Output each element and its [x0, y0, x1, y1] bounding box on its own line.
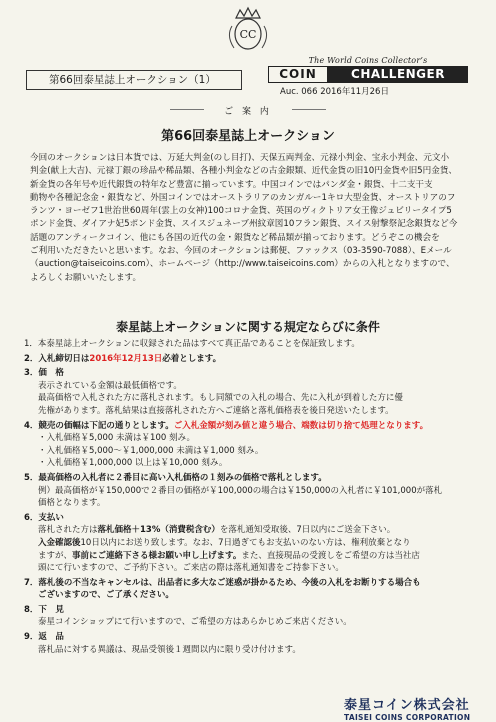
rule-3-line: 先権があります。落札結果は直接落札された方へご連絡と落札価格表を後日発送いたします。: [38, 405, 394, 416]
brand-logo-challenger: CHALLENGER: [328, 66, 468, 83]
intro-text: [30, 152, 470, 285]
rule-1: [24, 338, 476, 351]
corp-name-en: TAISEI COINS CORPORATION: [344, 713, 471, 722]
ornament-right-icon: [292, 109, 326, 110]
bid-increment-line: ・入札価格￥5,000～￥1,000,000 未満は￥1,000 刻み。: [38, 445, 264, 456]
corporate-logo: [344, 694, 474, 722]
intro-line: 判金(献上大吉)、元禄丁銀の珍品や稀品類、各種小判金などの古金銀類、近代金貨の旧10円金貨や旧5円金貨、: [30, 166, 458, 177]
rule-9-line: 落札品に対する異議は、現品受領後１週間以内に限り受け付けます。: [38, 644, 301, 655]
coin-challenger-brand: [268, 56, 468, 97]
rules-title: 泰星誌上オークションに関する規定ならびに条件: [116, 320, 380, 334]
rule-6-text: また、直接現品の受渡しをご希望の方は当社店: [241, 550, 420, 561]
brand-tagline: The World Coins Collector’s: [308, 56, 428, 65]
rule-7-line: 7．落札後の不当なキャンセルは、出品者に多大なご迷惑が掛かるため、今後の入札をお断りする場合も: [24, 577, 421, 588]
intro-line: ランツ・ヨーゼフ1世治世60周年(雲上の女神)100コロナ金貨、英国のヴィクトリア女王像ジュビリータイプ5: [30, 206, 452, 217]
auction-label-box: 第66回泰星誌上オークション（1）: [26, 70, 242, 90]
rules-list: [24, 338, 476, 658]
rule-6-heading: 6．支払い: [24, 512, 64, 523]
intro-line: ポンド金貨、ダイアナ妃5ポンド金貨、スイスジュネーブ州紋章図10フラン銀貨、スイス射撃祭記念銀貨など今: [30, 219, 458, 230]
rule-2-text-b: 必着とします。: [162, 353, 222, 364]
bid-increment-line: ・入札価格￥1,000,000 以上は￥10,000 刻み。: [38, 458, 228, 469]
rule-5-line: 例）最高価格が￥150,000で２番目の価格が￥100,000の場合は￥150,000の入札者に￥101,000が落札: [38, 485, 443, 496]
brand-logo-coin: COIN: [268, 66, 328, 83]
intro-line: 話題のアンティークコイン、他にも各国の近代の金・銀貨など稀品類が揃っております。どうぞこの機会を: [30, 232, 440, 243]
rule-6-text: 10日以内にお送り致します。なお、7日過ぎてもお支払いのない方は、権利放棄となり: [80, 537, 411, 548]
crest-emblem-icon: [222, 6, 274, 54]
intro-line: 新金貨の各年号や近代銀貨の特年など豊富に揃っています。中国コインではパンダ金・銀貨、十二支干支: [30, 179, 433, 190]
rule-6: [24, 512, 476, 575]
brand-logo: [268, 66, 468, 83]
rule-4-rounding-note: ご入札金額が刻み値と違う場合、端数は切り捨て処理となります。: [173, 420, 429, 431]
intro-line: （auction@taiseicoins.com）、ホームページ（http://www.taiseicoins.com）からの入札となりますので、: [30, 259, 455, 270]
rule-7-line: ございますので、ご了承ください。: [38, 590, 174, 601]
deadline-date: 2016年12月13日: [89, 353, 163, 364]
rule-3-line: 最高価格で入札された方に落札されます。もし同額での入札の場合、先に入札が到着した方に優: [38, 393, 403, 404]
rule-6-text: を落札通知受取後、7日以内にご送金下さい。: [219, 525, 396, 536]
rule-6-text: 事前にご連絡下さる様お願い申し上げます。: [72, 550, 242, 561]
rule-6-text: 落札された方は: [38, 525, 98, 536]
intro-line: 動物や各種記念金・銀貨など、外国コインではオーストラリアのカンガルー1キロ大型金貨、オーストリアのフ: [30, 192, 456, 203]
rule-5: [24, 472, 476, 510]
rule-4: [24, 420, 476, 470]
rule-8: [24, 604, 476, 629]
bid-increment-line: ・入札価格￥5,000 未満は￥100 刻み。: [38, 433, 195, 444]
annai-heading: [200, 104, 296, 117]
rule-5-line: 価格となります。: [38, 498, 106, 509]
intro-line: よろしくお願いいたします。: [30, 272, 142, 283]
rule-8-heading: 8．下 見: [24, 604, 64, 615]
rule-4-heading: 4．競売の価幅は下記の通りとします。: [24, 420, 174, 431]
ornament-left-icon: [170, 109, 204, 110]
rule-3-heading: 3．価 格: [24, 368, 64, 379]
payment-amount: 落札価格＋13%（消費税含む）: [97, 525, 220, 536]
svg-text:CC: CC: [239, 28, 257, 41]
rule-6-text: ますが、: [38, 550, 73, 561]
rule-1-text: 1．本泰星誌上オークションに収録された品はすべて真正品であることを保証致します。: [24, 339, 360, 349]
page-title: 第66回泰星誌上オークション: [161, 129, 335, 144]
rule-2: [24, 353, 476, 366]
auction-info: Auc. 066 2016年11月26日: [280, 87, 389, 97]
rule-8-line: 泰星コインショップにて行いますので、ご希望の方はあらかじめご来店ください。: [38, 617, 352, 628]
intro-line: 今回のオークションは日本貨では、万延大判金(のし目打)、天保五両判金、元禄小判金、宝永小判金、元文小: [30, 153, 450, 163]
annai-label: ご 案 内: [224, 107, 272, 117]
rule-9-heading: 9．返 品: [24, 632, 64, 643]
rule-7: [24, 577, 476, 602]
rule-5-heading: 5．最高価格の入札者に２番目に高い入札価格の１刻みの価格で落札とします。: [24, 472, 327, 483]
rule-3: [24, 367, 476, 417]
rule-6-text: 入金確認後: [38, 537, 81, 548]
rule-9: [24, 631, 476, 656]
rule-3-line: 表示されている金額は最低価格です。: [38, 380, 182, 391]
corp-name-jp: 泰星コイン株式会社: [344, 698, 470, 713]
rule-2-text-a: 2．入札締切日は: [24, 353, 90, 364]
rule-6-text: 頭にて行いますので、ご予約下さい。ご来店の際は落札通知書をご持参下さい。: [38, 563, 344, 574]
intro-line: ご利用いただきたいと思います。なお、今回のオークションは郵便、ファックス（03-3590-7088）、Eメール: [30, 246, 452, 257]
